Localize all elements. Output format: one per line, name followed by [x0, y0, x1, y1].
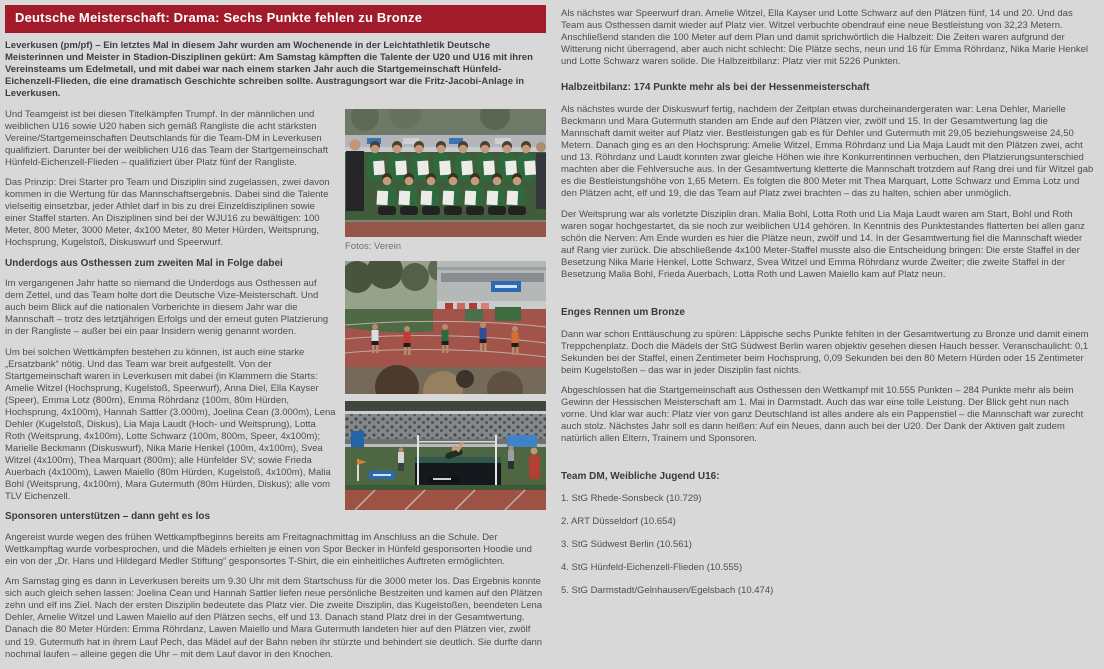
- paragraph: Angereist wurde wegen des frühen Wettkampfbeginns bereits am Freitagnachmittag im Anschluss an die Schule. Der Wettkampftag wurde vorbesprochen, und die Mädels erhielten je einen von Spor Becker in Hünfeld gesponsorten Hoodie und ein von der „Dr. Hans und Hildegard Medler Stiftung“ gesponsortes T-Shirt, die ein einheitliches Auftreten ermöglichten.: [5, 532, 532, 568]
- text-photo-row: [5, 109, 546, 532]
- paragraph: Als nächstes wurde der Diskuswurf fertig, nachdem der Zeitplan etwas durcheinandergeraten war: Lena Dehler, Marielle Beckmann und Mara Gutermuth standen am Ende auf den Plätzen vier, zwölf und 15. In der Gesamtwertung lag die Mannschaft damit weiter auf Platz vier. Bestleistungen gab es für Dehler und Gutermuth mit 29,05 beziehungsweise 24,50 Metern. Danach ging es an den Hochsprung: Amelie Witzel, Emma Röhrdanz und Lia Maja Laudt mit den Plätzen zwei, acht und 13. Röhrdanz und Laudt konnten zwar gleiche Höhen wie ihre Konkurrentinnen verbuchen, den Platzierungsunterschied machten aber die Fehlversuche aus. In der Gesamtwertung kletterte die Mannschaft trotzdem auf Rang drei und für Witzel gab es die Bestleistungshöhe von 1,65 Metern. Es folgten die 800 Meter mit Thea Marquart, Lotte Schwarz und Emma Lotz und den Plätzen acht, elf und 19, die das Team auf Platz zwei brachten – das zu halten, schien aber unmöglich.: [561, 104, 1094, 200]
- team-photo: [345, 109, 546, 237]
- race-photo: [345, 261, 546, 394]
- ranking-list: [561, 493, 1096, 597]
- headline-banner: [5, 5, 546, 33]
- article-left-section: [5, 5, 546, 669]
- paragraph: Der Weitsprung war als vorletzte Disziplin dran. Malia Bohl, Lotta Roth und Lia Maja Laudt waren am Start, Bohl und Roth waren sogar hochgestartet, da sie noch zur weiblichen U14 gehören. In Kenntnis des Punktestandes flatterten bei allen ganz schön die Nerven: Am Ende wurden es hier die Plätze neun, zwölf und 14. In der Gesamtwertung fiel die Mannschaft wieder auf Rang vier zurück. Die abschließende 4x100 Meter-Staffel musste also die Entscheidung bringen: Die erste Staffel in der Besetzung Nika Marie Henkel, Lotte Schwarz, Svea Witzel und Emma Röhrdanz wurde Zweiter; die zweite Staffel in der Besetzung Malia Bohl, Frieda Auerbach, Lotta Roth und Lawen Maiello kam auf Platz neun.: [561, 208, 1085, 280]
- section-heading-team-dm: Team DM, Weibliche Jugend U16:: [561, 471, 720, 483]
- ranking-item-4: 4. StG Hünfeld-Eichenzell-Flieden (10.555): [561, 562, 743, 573]
- lead-paragraph: Leverkusen (pm/pf) – Ein letztes Mal in diesem Jahr wurden am Wochenende in der Leichtathletik Deutsche Meisterinnen und Meister in Stadion-Disziplinen gekürt: Am Samstag kämpften die Talente der U20 und U16 mit ihren Vereinsteams um Edelmetall, und mit dabei war nach einem starken Jahr auch die Startgemeinschaft Hünfeld-Eichenzell-Flieden, die eine dramatisch Geschichte schreiben sollte. Austragungsort war die Fritz-Jacobi-Anlage in Leverkusen.: [5, 39, 533, 99]
- paragraph: Dann war schon Enttäuschung zu spüren: Läppische sechs Punkte fehlten in der Gesamtwertung zu Bronze und damit einem Treppchenplatz. Doch die Mädels der StG Südwest Berlin waren objektiv gesehen diesen Hauch besser. Veranschaulicht: 0,1 Sekunden bei der Staffel, einen Zentimeter beim Hochsprung, 0,09 Sekunden bei den 80 Metern Hürden oder 15 Zentimeter beim Kugelstoßen – das war in jeder Disziplin fast nichts.: [561, 328, 1089, 376]
- left-text-column: [5, 109, 336, 532]
- paragraph: Am Samstag ging es dann in Leverkusen bereits um 9.30 Uhr mit dem Startschuss für die 3000 meter los. Das Ergebnis konnte sich auch gleich sehen lassen: Joelina Cean und Hannah Sattler liefen neue persönliche Bestzeiten und kamen auf den Plätzen zehn und elf ins Ziel. Nach der ersten Disziplin bedeutete das Platz vier. Die zweite Disziplin, das Kugelstoßen, beendeten Lena Dehler, Amelie Witzel und Lawen Maiello auf den Plätzen sechs, elf und 13. Danach stand Platz drei in der Gesamtwertung. Danach die 80 Meter Hürden: Emma Röhrdanz, Lawen Maiello und Mara Gutermuth landeten hier auf den Plätzen vier, zwölf und 19. Gutermuth hat in ihrem Lauf Pech, das Mädel auf der Bahn neben ihr stürzte und behindert sie deutlich. Sie durfte dann nochmal laufen – alleine gegen die Uhr – mit dem Lauf davor in den Knochen.: [5, 576, 543, 660]
- paragraph: Im vergangenen Jahr hatte so niemand die Underdogs aus Osthessen auf dem Zettel, und das Team holte dort die Deutsche Vize-Meisterschaft. Und auch beim Blick auf die nationalen Vorberichte in diesem Jahr war die Mannschaft – trotz des letztjährigen Erfolgs und der erneut guten Platzierung in der Rangliste – außer bei ein paar Insidern wenig genannt worden.: [5, 278, 329, 338]
- headline: Deutsche Meisterschaft: Drama: Sechs Punkte fehlen zu Bronze: [15, 10, 423, 25]
- paragraph: Und Teamgeist ist bei diesen Titelkämpfen Trumpf. In der männlichen und weiblichen U16 sowie U20 haben sich gemäß Rangliste die acht stärksten Vereine/Startgemeinschaften Deutschlands für die Team-DM in Leverkusen qualifiziert. Darunter bei der weiblichen U16 das Team der Startgemeinschaft Hünfeld-Eichenzell-Flieden – qualifiziert über Platz fünf der Rangliste.: [5, 108, 328, 169]
- paragraph: Das Prinzip: Drei Starter pro Team und Disziplin sind zugelassen, zwei davon kommen in die Wertung für das Mannschaftsergebnis. Dabei sind die Talente vielseitig einsetzbar, jeder Athlet darf in bis zu drei Einzeldisziplinen sowie einer Staffel starten. An Disziplinen sind bei der WJU16 zu bewältigen: 100 Meter, 800 Meter, 3000 Meter, 4x100 Meter, 80 Meter Hürden, Weitsprung, Hochsprung, Kugelstoß, Diskuswurf und Speerwurf.: [5, 177, 330, 249]
- high-jump-photo: [345, 401, 546, 510]
- paragraph: Als nächstes war Speerwurf dran. Amelie Witzel, Ella Kayser und Lotte Schwarz auf den Plätzen fünf, 14 und 20. Und das Team aus Osthessen damit wieder auf Platz vier. Witzel verbuchte obendrauf eine neue Bestleistung von 32,23 Metern. Anschließend standen die 100 Meter auf dem Plan und damit sprichwörtlich die Halbzeit: Die Zeiten waren aufgrund der Witterung nicht überragend, aber auch nicht schlecht: Die Plätze sechs, neun und 16 für Emma Röhrdanz, Nika Marie Henkel und Lotte Schwarz waren solide. Die Halbzeitbilanz: Platz vier mit 5226 Punkten.: [561, 8, 1088, 68]
- ranking-item-3: 3. StG Südwest Berlin (10.561): [561, 538, 692, 550]
- section-heading-sponsors: Sponsoren unterstützen – dann geht es los: [5, 511, 211, 523]
- article-right-section: [561, 5, 1098, 669]
- photo-column: [345, 109, 546, 532]
- photo-credit: Fotos: Verein: [345, 240, 401, 252]
- section-heading-halbzeitbilanz: Halbzeitbilanz: 174 Punkte mehr als bei der Hessenmeisterschaft: [561, 82, 870, 94]
- section-heading-enges-rennen: Enges Rennen um Bronze: [561, 306, 685, 318]
- ranking-item-2: 2. ART Düsseldorf (10.654): [561, 515, 676, 527]
- section-heading-underdogs: Underdogs aus Osthessen zum zweiten Mal in Folge dabei: [5, 257, 283, 269]
- paragraph: Abgeschlossen hat die Startgemeinschaft aus Osthessen den Wettkampf mit 10.555 Punkten – 284 Punkte mehr als beim Gewinn der Hessischen Meisterschaft am 1. Mai in Darmstadt. Auch das war eine tolle Leistung. Der Blick geht nun nach vorne. Und klar war auch: Platz vier von ganz Deutschland ist alles andere als ein Pappenstiel – die Mannschaft war zurecht auch stolz. Nächstes Jahr soll es dann heißen: Auf ein Neues, dann auch bei der U20. Der Dank der Aktiven galt zudem natürlich allen Eltern, Trainern und Sponsoren.: [561, 384, 1084, 445]
- ranking-item-5: 5. StG Darmstadt/Gelnhausen/Egelsbach (10.474): [561, 585, 774, 597]
- paragraph: Um bei solchen Wettkämpfen bestehen zu können, ist auch eine starke „Ersatzbank“ nötig. Und das Team war breit aufgestellt. Von der Startgemeinschaft waren in Leverkusen mit dabei (in Klammern die Starts: Amelie Witzel (Hochsprung, Kugelstoß, Speerwurf), Anna Diel, Ella Kayser (Speer), Emma Lotz (800m), Emma Röhrdanz (100m, 80m Hürden, Hochsprung, 4x100m), Hannah Sattler (3.000m), Joelina Cean (3.000m), Lena Dehler (Kugelstoß, Diskus), Lia Maja Laudt (Hoch- und Weitsprung), Lotta Roth (Weitsprung, 4x100m), Lotte Schwarz (100m, 800m, Speer, 4x100m); Marielle Beckmann (Diskuswurf), Nika Marie Henkel (100m, 4x100m), Svea Witzel (4x100m), Thea Marquart (800m); alle Hünfelder SV; sowie Frieda Auerbach (4x100m), Lawen Maiello (80m Hürden, Kugelstoß, 4x100m), Malia Bohl (Weitsprung, 4x100m), Mara Gutermuth (80m Hürden, Diskus); alle vom TLV Eichenzell.: [5, 346, 336, 503]
- ranking-item-1: 1. StG Rhede-Sonsbeck (10.729): [561, 492, 702, 504]
